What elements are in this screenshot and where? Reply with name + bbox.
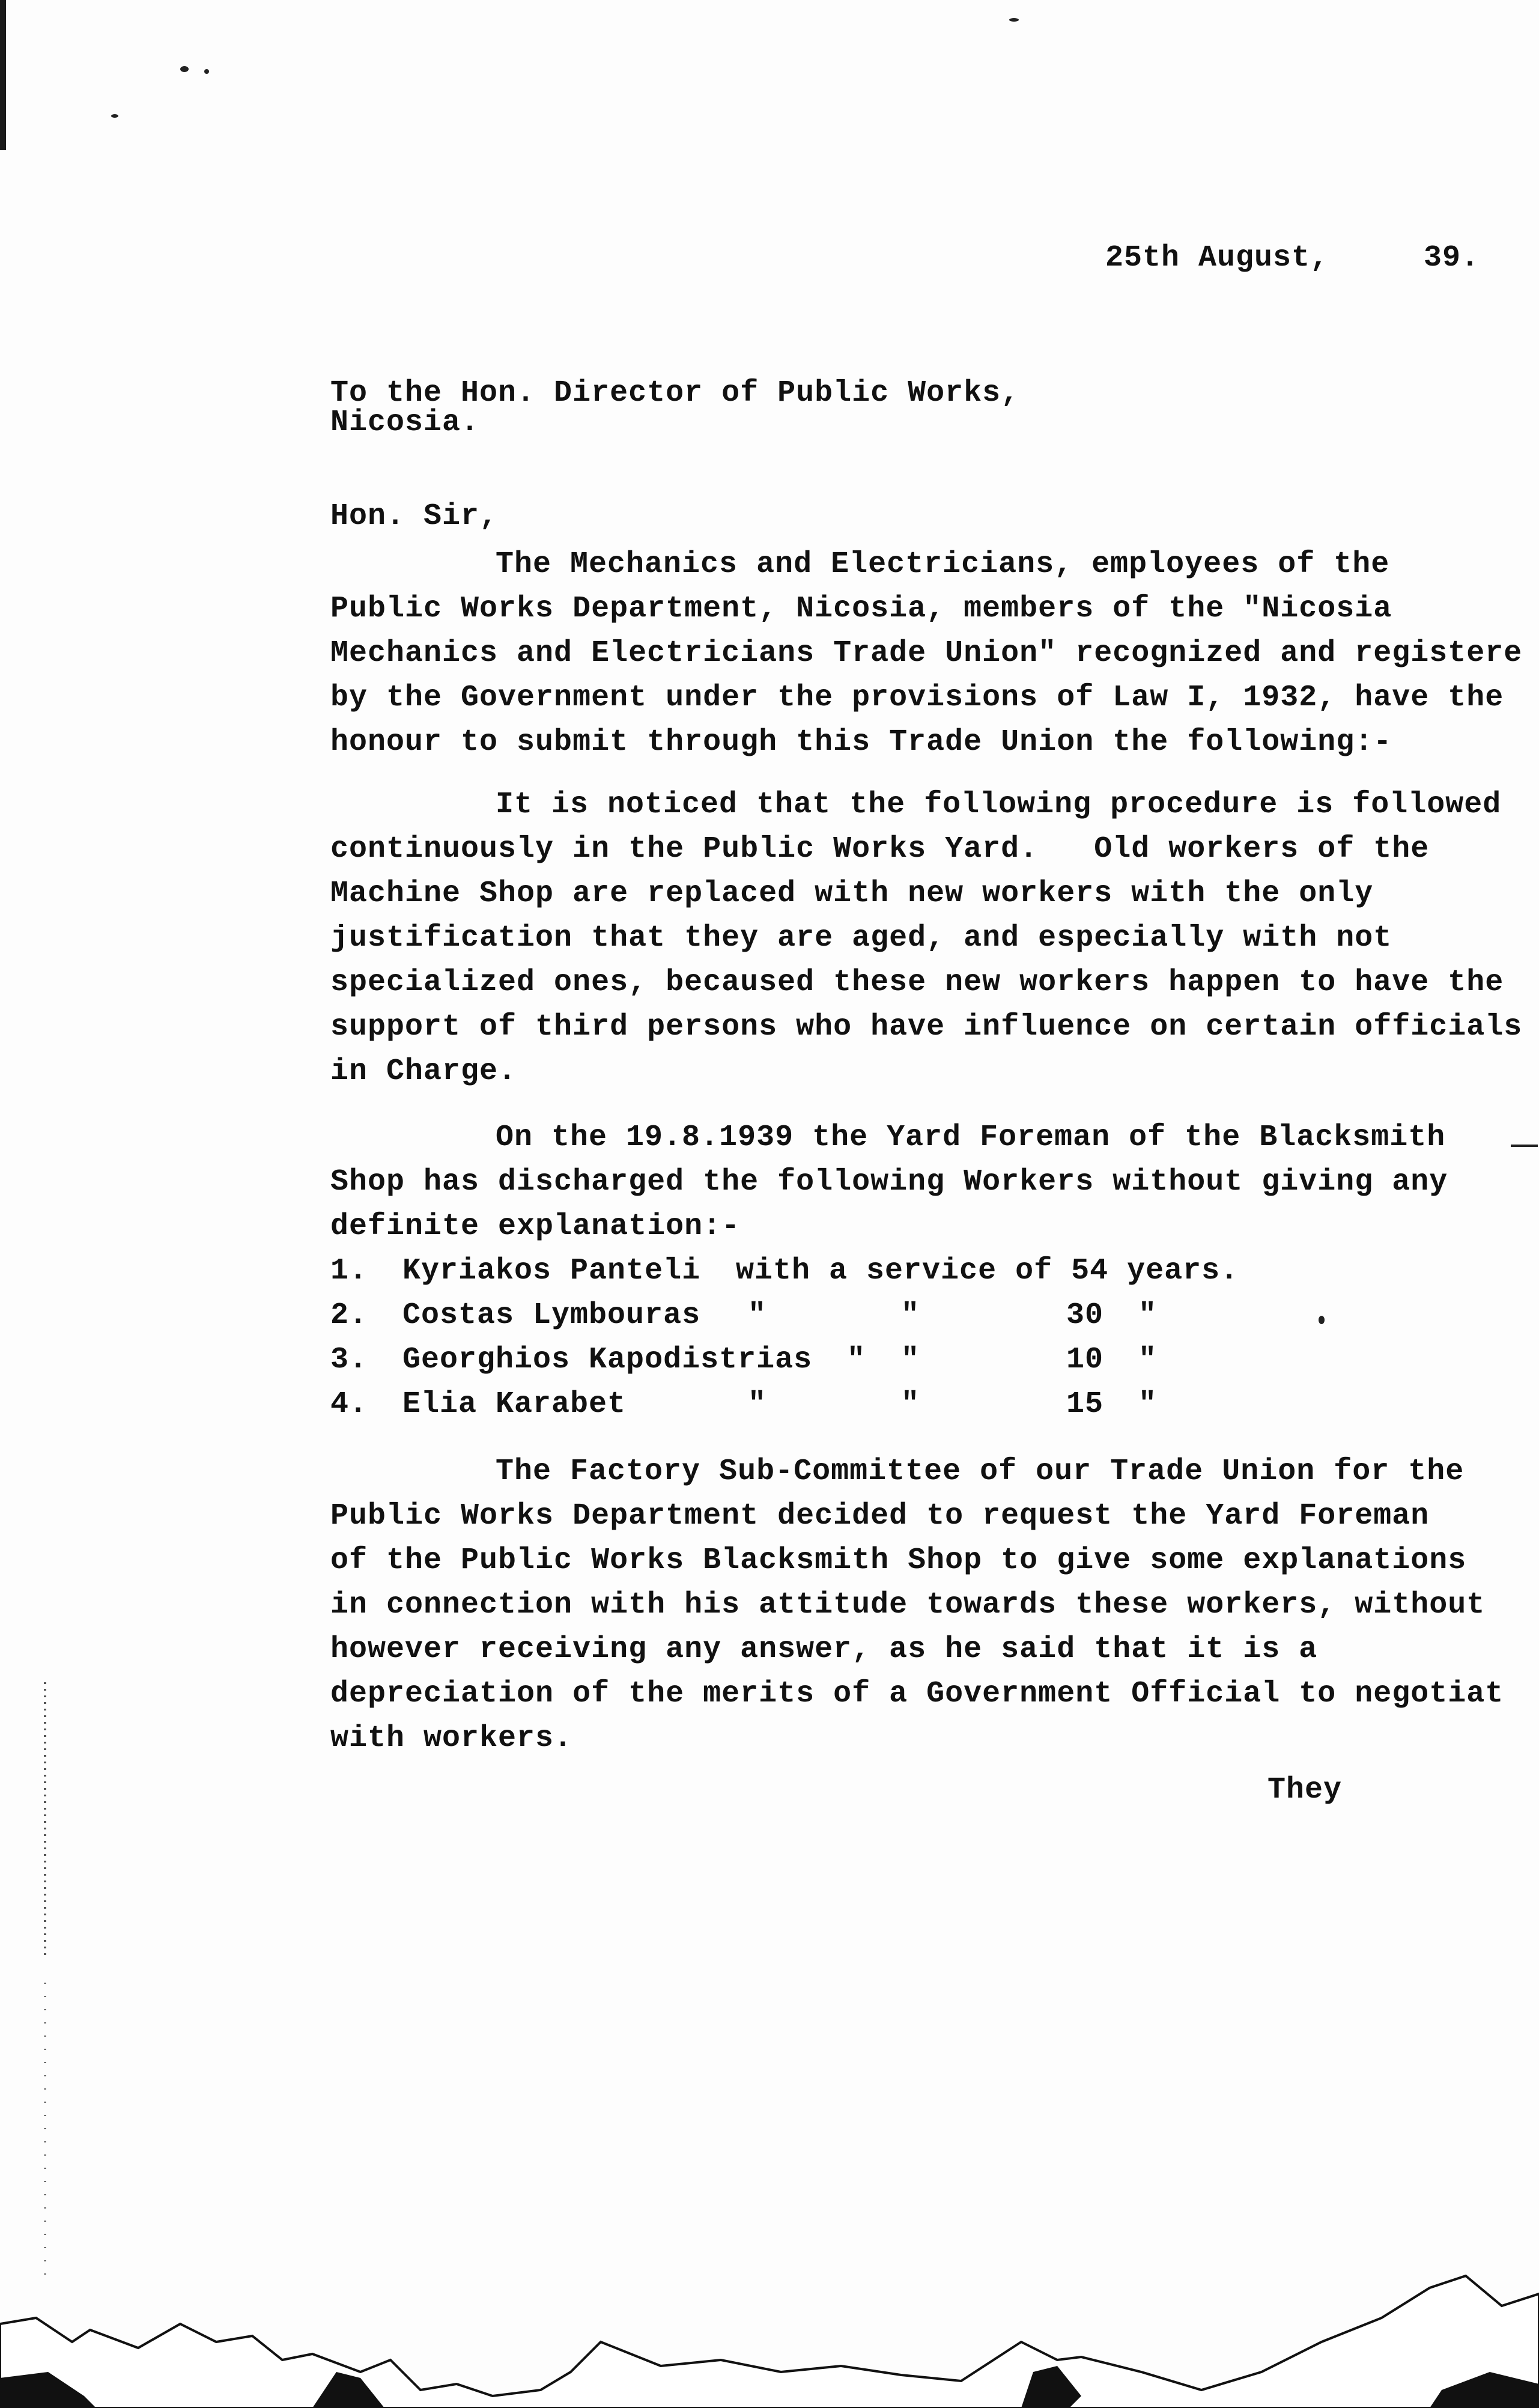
ditto-mark: " [901, 1298, 920, 1333]
paragraph-3-line: definite explanation:- [330, 1209, 741, 1244]
recipient-line-2: Nicosia. [330, 406, 480, 440]
ditto-mark: " [748, 1387, 767, 1421]
paragraph-4-line: Public Works Department decided to request the Yard Foreman [330, 1499, 1430, 1533]
paragraph-1-line: Public Works Department, Nicosia, members of the "Nicosia [330, 592, 1392, 626]
paragraph-4-line: however receiving any answer, as he said that it is a [330, 1632, 1318, 1667]
letter-date: 25th August, [1105, 241, 1329, 275]
paragraph-2-line: It is noticed that the following procedure is followed [496, 788, 1502, 822]
paragraph-2-line: specialized ones, becaused these new workers happen to have the [330, 965, 1504, 1000]
paragraph-1-line: The Mechanics and Electricians, employees of the [496, 547, 1390, 582]
paragraph-4-line: with workers. [330, 1721, 573, 1756]
ditto-mark: " [1138, 1343, 1158, 1377]
scan-speck [1009, 18, 1019, 22]
worker-name: Kyriakos Panteli [402, 1254, 701, 1288]
worker-service: with a service of 54 years. [736, 1254, 1239, 1288]
paragraph-1-line: honour to submit through this Trade Union the following:- [330, 725, 1392, 759]
ditto-mark: " [748, 1298, 767, 1333]
ditto-mark: " [1138, 1298, 1158, 1333]
ditto-mark: " [847, 1343, 866, 1377]
ditto-mark: " [901, 1387, 920, 1421]
scan-speck [1319, 1316, 1325, 1324]
paragraph-2-line: justification that they are aged, and especially with not [330, 921, 1392, 955]
torn-page-edge [0, 2252, 1539, 2408]
ditto-mark: " [1138, 1387, 1158, 1421]
scan-speck [204, 69, 209, 74]
scan-edge-mark [0, 0, 6, 150]
paragraph-1-line: by the Government under the provisions of Law I, 1932, have the [330, 681, 1504, 715]
salutation: Hon. Sir, [330, 499, 499, 534]
worker-years: 10 [1066, 1343, 1104, 1377]
paragraph-1-line: Mechanics and Electricians Trade Union" recognized and registere [330, 636, 1523, 670]
list-item-number: 3. [330, 1343, 368, 1377]
worker-name: Costas Lymbouras [402, 1298, 701, 1333]
catchword: They [1267, 1773, 1343, 1807]
scan-speck [180, 66, 189, 72]
scan-edge-dots [36, 1682, 54, 2283]
scan-mark [1511, 1145, 1538, 1147]
paragraph-3-line: On the 19.8.1939 the Yard Foreman of the Blacksmith [496, 1120, 1446, 1155]
worker-years: 30 [1066, 1298, 1104, 1333]
list-item-number: 4. [330, 1387, 368, 1421]
letter-date-year: 39. [1424, 241, 1480, 275]
paragraph-2-line: Machine Shop are replaced with new workers with the only [330, 877, 1374, 911]
list-item-number: 2. [330, 1298, 368, 1333]
ditto-mark: " [901, 1343, 920, 1377]
list-item-number: 1. [330, 1254, 368, 1288]
paragraph-3-line: Shop has discharged the following Workers without giving any [330, 1165, 1448, 1199]
paragraph-2-line: continuously in the Public Works Yard. Old workers of the [330, 832, 1430, 866]
paragraph-4-line: in connection with his attitude towards these workers, without [330, 1588, 1486, 1622]
worker-years: 15 [1066, 1387, 1104, 1421]
paragraph-4-line: depreciation of the merits of a Government Official to negotiat [330, 1677, 1504, 1711]
paragraph-2-line: in Charge. [330, 1054, 517, 1089]
paragraph-2-line: support of third persons who have influence on certain officials [330, 1010, 1523, 1044]
paragraph-4-line: The Factory Sub-Committee of our Trade Union for the [496, 1455, 1465, 1489]
paragraph-4-line: of the Public Works Blacksmith Shop to give some explanations [330, 1543, 1467, 1578]
worker-name: Elia Karabet [402, 1387, 627, 1421]
worker-name: Georghios Kapodistrias [402, 1343, 813, 1377]
scan-speck [111, 114, 118, 118]
recipient-line-1: To the Hon. Director of Public Works, [330, 376, 1020, 410]
